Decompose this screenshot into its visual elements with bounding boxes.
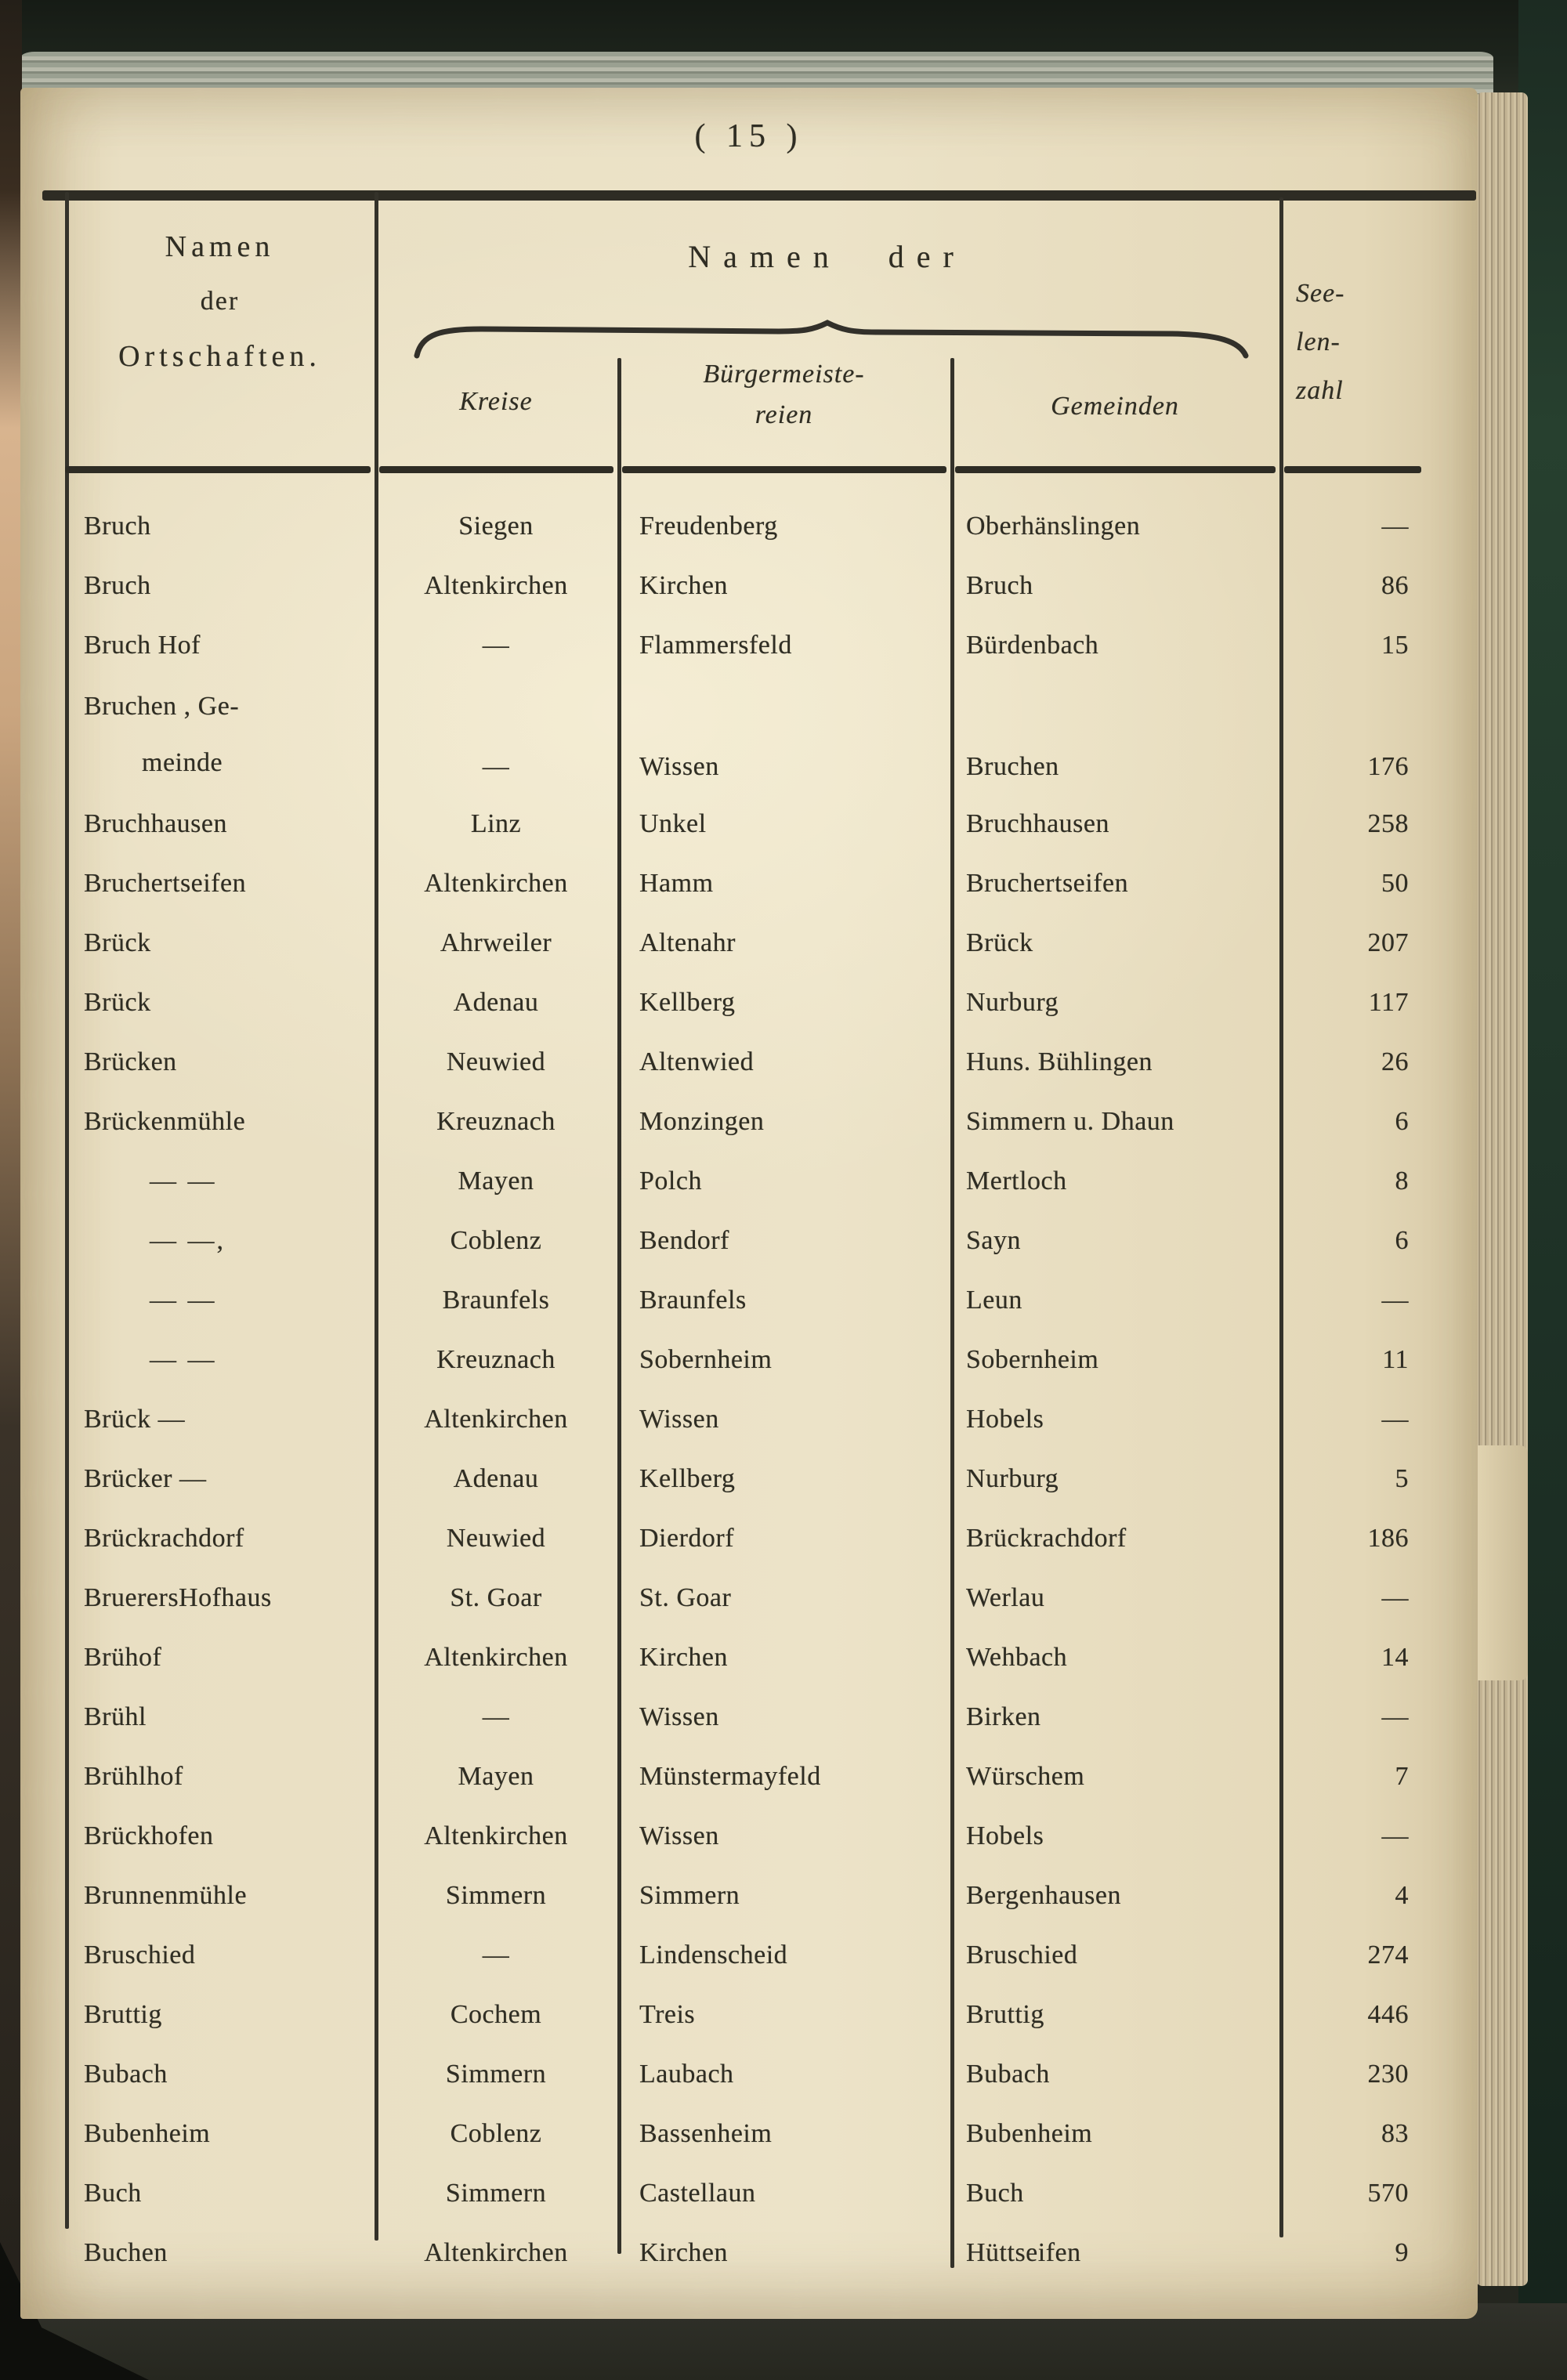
cell-ortschaft: Bubenheim bbox=[84, 2119, 211, 2148]
header-gemeinden: Gemeinden bbox=[1051, 392, 1179, 421]
cell-gemeinde: Brück bbox=[966, 928, 1033, 957]
cell-buergermeisterei: Altenahr bbox=[639, 928, 736, 957]
cell-seelenzahl: 15 bbox=[1381, 631, 1409, 660]
header-seelenzahl-line2: len- bbox=[1296, 327, 1341, 356]
header-seelenzahl-line1: See- bbox=[1296, 279, 1345, 308]
cell-gemeinde: Bruchhausen bbox=[966, 809, 1110, 838]
cell-ortschaft: Bruschied bbox=[84, 1941, 196, 1969]
cell-seelenzahl: 446 bbox=[1367, 2000, 1409, 2029]
cell-ortschaft: Brück bbox=[84, 928, 151, 957]
cell-seelenzahl: 14 bbox=[1381, 1643, 1409, 1672]
cell-ortschaft: Brückrachdorf bbox=[84, 1524, 244, 1553]
cell-kreis: Kreuznach bbox=[436, 1345, 556, 1374]
cell-gemeinde: Bruttig bbox=[966, 2000, 1044, 2029]
cell-seelenzahl: 11 bbox=[1382, 1345, 1409, 1374]
cell-ortschaft: Bruttig bbox=[84, 2000, 162, 2029]
cell-kreis: — bbox=[482, 1941, 510, 1969]
header-underline-buergermeistereien bbox=[622, 466, 946, 473]
cell-seelenzahl: 4 bbox=[1395, 1881, 1409, 1910]
cell-buergermeisterei: Wissen bbox=[639, 1821, 719, 1850]
header-ortschaften-line2: der bbox=[200, 287, 240, 316]
header-seelenzahl-line3: zahl bbox=[1296, 376, 1344, 405]
protruding-page-edge bbox=[1470, 1445, 1528, 1680]
cell-kreis: Ahrweiler bbox=[440, 928, 552, 957]
cell-seelenzahl: 86 bbox=[1381, 571, 1409, 600]
table-row bbox=[65, 1687, 1423, 1747]
cell-kreis: Neuwied bbox=[446, 1047, 546, 1076]
cell-gemeinde: Bubenheim bbox=[966, 2119, 1093, 2148]
cell-seelenzahl: 83 bbox=[1381, 2119, 1409, 2148]
cell-ortschaft: BruerersHofhaus bbox=[84, 1583, 272, 1612]
cell-buergermeisterei: Treis bbox=[639, 2000, 696, 2029]
cell-ortschaft: Brücker — bbox=[84, 1464, 207, 1493]
table-row bbox=[65, 854, 1423, 913]
cell-gemeinde: Brückrachdorf bbox=[966, 1524, 1127, 1553]
table-row bbox=[65, 2223, 1423, 2283]
table-row bbox=[65, 2104, 1423, 2164]
cell-kreis: — bbox=[482, 631, 510, 660]
header-buergermeistereien bbox=[617, 354, 950, 436]
cell-gemeinde: Bürdenbach bbox=[966, 631, 1099, 660]
table-row bbox=[65, 1033, 1423, 1092]
header-namen-der: Namen der bbox=[688, 239, 966, 274]
page-stack-fore-edge bbox=[1476, 92, 1528, 2286]
cell-buergermeisterei: Dierdorf bbox=[639, 1524, 735, 1553]
cell-ortschaft: Bruchertseifen bbox=[84, 869, 247, 898]
cell-gemeinde: Birken bbox=[966, 1702, 1041, 1731]
table-row bbox=[65, 794, 1423, 854]
cell-buergermeisterei: Kellberg bbox=[639, 1464, 736, 1493]
cell-buergermeisterei: Sobernheim bbox=[639, 1345, 773, 1374]
cell-buergermeisterei: Monzingen bbox=[639, 1107, 765, 1136]
cell-ortschaft: Brück — bbox=[84, 1405, 186, 1434]
cell-buergermeisterei: Laubach bbox=[639, 2060, 734, 2089]
cell-seelenzahl: 570 bbox=[1367, 2179, 1409, 2208]
cell-gemeinde: Leun bbox=[966, 1286, 1022, 1315]
table-row bbox=[65, 1628, 1423, 1687]
cell-ortschaft: Brück bbox=[84, 988, 151, 1017]
cell-ortschaft: Buch bbox=[84, 2179, 142, 2208]
cell-gemeinde: Bergenhausen bbox=[966, 1881, 1121, 1910]
table-row bbox=[65, 1092, 1423, 1152]
header-kreise: Kreise bbox=[459, 387, 533, 416]
cell-gemeinde: Oberhänslingen bbox=[966, 512, 1141, 541]
cell-gemeinde: Nurburg bbox=[966, 1464, 1059, 1493]
header-buergermeistereien-line2: reien bbox=[755, 400, 813, 429]
cell-gemeinde: Bubach bbox=[966, 2060, 1050, 2089]
cell-buergermeisterei: Lindenscheid bbox=[639, 1941, 788, 1969]
table-row bbox=[65, 556, 1423, 616]
cell-kreis: Simmern bbox=[445, 1881, 547, 1910]
cell-gemeinde: Mertloch bbox=[966, 1166, 1067, 1195]
table-body bbox=[65, 497, 1423, 2283]
cell-kreis: Mayen bbox=[458, 1166, 534, 1195]
table-row bbox=[65, 913, 1423, 973]
table-top-rule bbox=[42, 190, 1476, 201]
cell-buergermeisterei: Wissen bbox=[639, 1405, 719, 1434]
table-row bbox=[65, 2164, 1423, 2223]
cell-kreis: Altenkirchen bbox=[424, 1821, 568, 1850]
cell-seelenzahl: 274 bbox=[1367, 1941, 1409, 1969]
table-row bbox=[65, 616, 1423, 675]
cell-gemeinde: Hobels bbox=[966, 1405, 1044, 1434]
cell-kreis: Coblenz bbox=[450, 2119, 542, 2148]
cell-gemeinde: Bruchen bbox=[966, 752, 1059, 781]
header-seelenzahl bbox=[1288, 269, 1429, 415]
cell-kreis: Altenkirchen bbox=[424, 1643, 568, 1672]
cell-buergermeisterei: Simmern bbox=[639, 1881, 740, 1910]
cell-kreis: Adenau bbox=[453, 988, 539, 1017]
cell-buergermeisterei: Castellaun bbox=[639, 2179, 756, 2208]
cell-buergermeisterei: Kirchen bbox=[639, 1643, 729, 1672]
cell-seelenzahl: 8 bbox=[1395, 1166, 1409, 1195]
cell-seelenzahl: 7 bbox=[1395, 1762, 1409, 1791]
cell-seelenzahl: 26 bbox=[1381, 1047, 1409, 1076]
cell-buergermeisterei: Kellberg bbox=[639, 988, 736, 1017]
cell-kreis: Linz bbox=[470, 809, 522, 838]
cell-kreis: Adenau bbox=[453, 1464, 539, 1493]
table-row bbox=[65, 1747, 1423, 1807]
cell-ortschaft: Brühof bbox=[84, 1643, 162, 1672]
cell-gemeinde: Sayn bbox=[966, 1226, 1021, 1255]
cell-gemeinde: Bruch bbox=[966, 571, 1033, 600]
cell-kreis: Kreuznach bbox=[436, 1107, 556, 1136]
page-number: ( 15 ) bbox=[694, 118, 804, 154]
cell-gemeinde: Wehbach bbox=[966, 1643, 1068, 1672]
cell-ortschaft: Bruchen , Ge- meinde bbox=[84, 692, 240, 777]
cell-ortschaft: Bruchhausen bbox=[84, 809, 228, 838]
cell-kreis: St. Goar bbox=[450, 1583, 542, 1612]
header-underline-gemeinden bbox=[955, 466, 1276, 473]
cell-gemeinde: Bruchertseifen bbox=[966, 869, 1129, 898]
cell-gemeinde: Nurburg bbox=[966, 988, 1059, 1017]
cell-gemeinde: Sobernheim bbox=[966, 1345, 1099, 1374]
cell-buergermeisterei: Altenwied bbox=[639, 1047, 755, 1076]
cell-ortschaft: Brunnenmühle bbox=[84, 1881, 248, 1910]
cell-gemeinde: Werlau bbox=[966, 1583, 1045, 1612]
cell-ortschaft: Brücken bbox=[84, 1047, 177, 1076]
cell-seelenzahl: — bbox=[1381, 1405, 1409, 1434]
cell-kreis: Altenkirchen bbox=[424, 2238, 568, 2267]
cell-kreis: Simmern bbox=[445, 2060, 547, 2089]
cell-seelenzahl: — bbox=[1381, 1286, 1409, 1315]
cell-seelenzahl: 6 bbox=[1395, 1226, 1409, 1255]
cell-buergermeisterei: Kirchen bbox=[639, 2238, 729, 2267]
cell-gemeinde: Würschem bbox=[966, 1762, 1085, 1791]
cell-buergermeisterei: Bassenheim bbox=[639, 2119, 773, 2148]
cell-seelenzahl: 258 bbox=[1367, 809, 1409, 838]
cell-seelenzahl: 9 bbox=[1395, 2238, 1409, 2267]
header-underline-kreise bbox=[379, 466, 613, 473]
cell-kreis: Altenkirchen bbox=[424, 869, 568, 898]
cell-gemeinde: Bruschied bbox=[966, 1941, 1078, 1969]
cell-seelenzahl: 5 bbox=[1395, 1464, 1409, 1493]
cell-ortschaft: Bruch Hof bbox=[84, 631, 201, 660]
cell-ortschaft: Buchen bbox=[84, 2238, 168, 2267]
cell-buergermeisterei: Wissen bbox=[639, 1702, 719, 1731]
table-row bbox=[65, 1330, 1423, 1390]
cell-ortschaft: — — bbox=[150, 1286, 217, 1315]
header-ortschaften-line3: Ortschaften. bbox=[118, 340, 321, 373]
cell-kreis: Simmern bbox=[445, 2179, 547, 2208]
table-row bbox=[65, 2045, 1423, 2104]
cell-seelenzahl: 207 bbox=[1367, 928, 1409, 957]
table-row bbox=[65, 1509, 1423, 1568]
header-ortschaften-line1: Namen bbox=[165, 230, 275, 263]
cell-buergermeisterei: Münstermayfeld bbox=[639, 1762, 821, 1791]
cell-buergermeisterei: Freudenberg bbox=[639, 512, 778, 541]
cell-ortschaft: — — bbox=[150, 1166, 217, 1195]
table-row bbox=[65, 1390, 1423, 1449]
cell-kreis: Coblenz bbox=[450, 1226, 542, 1255]
table-row bbox=[65, 1211, 1423, 1271]
header-underline-ortschaften bbox=[65, 466, 371, 473]
table-row bbox=[65, 1568, 1423, 1628]
cell-gemeinde: Buch bbox=[966, 2179, 1024, 2208]
cell-kreis: — bbox=[482, 752, 510, 781]
cell-buergermeisterei: Kirchen bbox=[639, 571, 729, 600]
cell-ortschaft: Brückhofen bbox=[84, 1821, 214, 1850]
cell-kreis: Altenkirchen bbox=[424, 1405, 568, 1434]
cell-ortschaft: Bubach bbox=[84, 2060, 168, 2089]
table-row bbox=[65, 1926, 1423, 1985]
header-ortschaften bbox=[65, 219, 375, 384]
cell-seelenzahl: — bbox=[1381, 1821, 1409, 1850]
cell-gemeinde: Hüttseifen bbox=[966, 2238, 1081, 2267]
header-brace bbox=[412, 320, 1250, 359]
table-row bbox=[65, 1985, 1423, 2045]
cell-ortschaft: Brühl bbox=[84, 1702, 147, 1731]
cell-buergermeisterei: Hamm bbox=[639, 869, 714, 898]
cell-buergermeisterei: Bendorf bbox=[639, 1226, 729, 1255]
cell-ortschaft: Bruch bbox=[84, 512, 151, 541]
cell-seelenzahl: 176 bbox=[1367, 752, 1409, 781]
book-spine-sliver bbox=[0, 0, 22, 2380]
cell-seelenzahl: 230 bbox=[1367, 2060, 1409, 2089]
book-page bbox=[20, 88, 1478, 2319]
cell-seelenzahl: 50 bbox=[1381, 869, 1409, 898]
cell-ortschaft: — —, bbox=[150, 1226, 226, 1255]
cell-seelenzahl: — bbox=[1381, 1702, 1409, 1731]
table-row bbox=[65, 1807, 1423, 1866]
cell-gemeinde: Simmern u. Dhaun bbox=[966, 1107, 1174, 1136]
cell-gemeinde: Huns. Bühlingen bbox=[966, 1047, 1153, 1076]
cell-seelenzahl: 6 bbox=[1395, 1107, 1409, 1136]
cell-kreis: Braunfels bbox=[442, 1286, 550, 1315]
table-row bbox=[65, 1152, 1423, 1211]
cell-kreis: Altenkirchen bbox=[424, 571, 568, 600]
cell-ortschaft: Bruch bbox=[84, 571, 151, 600]
cell-buergermeisterei: Unkel bbox=[639, 809, 707, 838]
cell-kreis: Mayen bbox=[458, 1762, 534, 1791]
cell-seelenzahl: — bbox=[1381, 512, 1409, 541]
table-row bbox=[65, 1866, 1423, 1926]
cell-ortschaft: — — bbox=[150, 1345, 217, 1374]
table-row bbox=[65, 1449, 1423, 1509]
table-row bbox=[65, 1271, 1423, 1330]
header-underline-seelenzahl bbox=[1284, 466, 1421, 473]
cell-buergermeisterei: Polch bbox=[639, 1166, 702, 1195]
cell-ortschaft: Brühlhof bbox=[84, 1762, 183, 1791]
cell-gemeinde: Hobels bbox=[966, 1821, 1044, 1850]
cell-buergermeisterei: Wissen bbox=[639, 752, 719, 781]
cell-kreis: Cochem bbox=[450, 2000, 542, 2029]
cell-buergermeisterei: St. Goar bbox=[639, 1583, 732, 1612]
cell-kreis: Neuwied bbox=[446, 1524, 546, 1553]
cell-seelenzahl: 186 bbox=[1367, 1524, 1409, 1553]
header-buergermeistereien-line1: Bürgermeiste- bbox=[703, 360, 865, 389]
cell-ortschaft: Brückenmühle bbox=[84, 1107, 246, 1136]
cell-buergermeisterei: Flammersfeld bbox=[639, 631, 792, 660]
table-row bbox=[65, 973, 1423, 1033]
table-row bbox=[65, 675, 1423, 794]
table-row bbox=[65, 497, 1423, 556]
cell-kreis: — bbox=[482, 1702, 510, 1731]
cell-seelenzahl: — bbox=[1381, 1583, 1409, 1612]
cell-buergermeisterei: Braunfels bbox=[639, 1286, 747, 1315]
cell-kreis: Siegen bbox=[458, 512, 534, 541]
cell-seelenzahl: 117 bbox=[1368, 988, 1409, 1017]
